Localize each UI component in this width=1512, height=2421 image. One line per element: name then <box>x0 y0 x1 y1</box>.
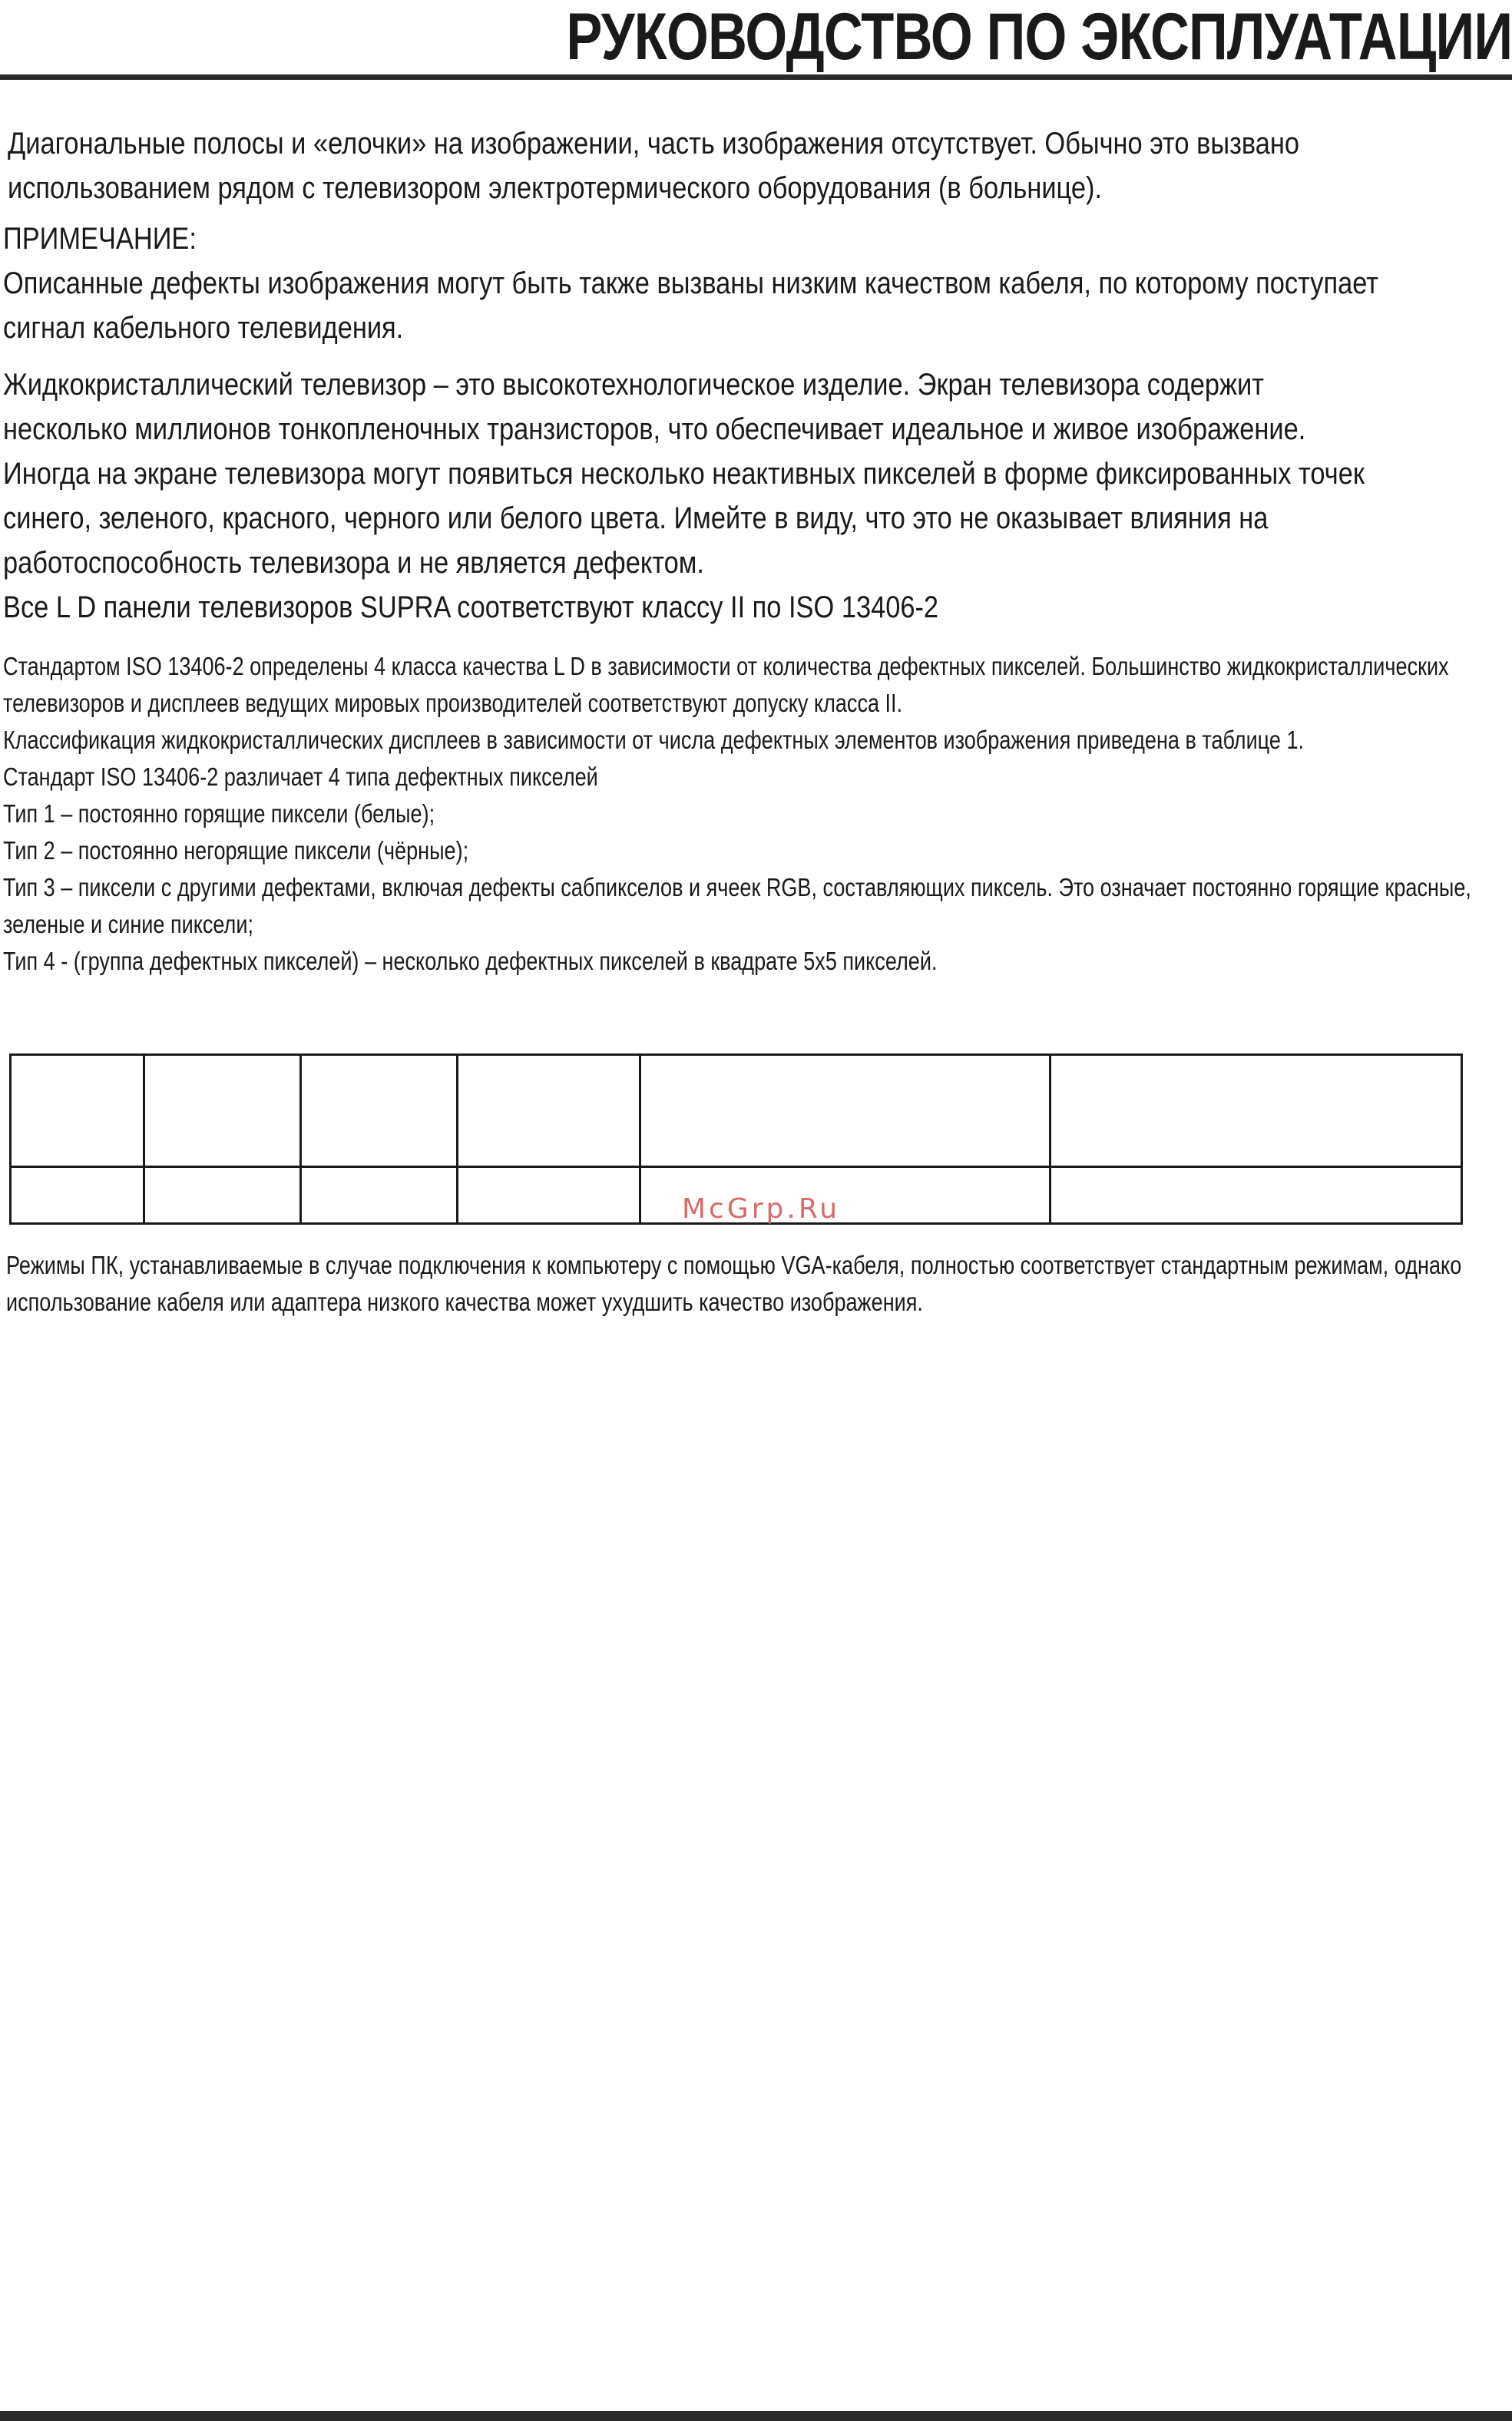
table-cell <box>1050 1167 1462 1224</box>
note-heading: ПРИМЕЧАНИЕ: <box>3 222 197 256</box>
text-line: Жидкокристаллический телевизор – это высокотехнологическое изделие. Экран телевизора содержит <box>3 368 1264 402</box>
footer-divider <box>0 2411 1512 2421</box>
text-line: Иногда на экране телевизора могут появиться несколько неактивных пикселей в форме фиксированных точек <box>3 457 1365 491</box>
watermark-text: McGrp.Ru <box>682 1193 841 1225</box>
table-cell <box>11 1167 144 1224</box>
text-line: Стандартом ISO 13406-2 определены 4 класса качества L D в зависимости от количества дефектных пикселей. Большинство жидкокристаллических <box>3 652 1449 680</box>
table-cell <box>144 1167 301 1224</box>
table-cell <box>144 1055 301 1167</box>
table-cell <box>1050 1055 1462 1167</box>
text-line: Все L D панели телевизоров SUPRA соответствуют классу II по ISO 13406-2 <box>3 590 939 624</box>
table-cell <box>301 1055 458 1167</box>
text-line: телевизоров и дисплеев ведущих мировых производителей соответствуют допуску класса II. <box>3 689 903 717</box>
text-line: несколько миллионов тонкопленочных транзисторов, что обеспечивает идеальное и живое изображение. <box>3 412 1306 446</box>
text-line: Режимы ПК, устанавливаемые в случае подключения к компьютеру с помощью VGA-кабеля, полностью соответствует стандартным режимам, однако <box>6 1251 1462 1279</box>
list-item: Тип 4 - (группа дефектных пикселей) – несколько дефектных пикселей в квадрате 5x5 пикселей. <box>3 947 938 975</box>
list-item: зеленые и синие пиксели; <box>3 910 253 938</box>
text-line: синего, зеленого, красного, черного или белого цвета. Имейте в виду, что это не оказывает влияния на <box>3 501 1269 535</box>
text-line: использование кабеля или адаптера низкого качества может ухудшить качество изображения. <box>6 1288 923 1316</box>
text-line: сигнал кабельного телевидения. <box>3 311 404 345</box>
text-line: Стандарт ISO 13406-2 различает 4 типа дефектных пикселей <box>3 762 598 791</box>
list-item: Тип 3 – пиксели с другими дефектами, включая дефекты сабпикселов и ячеек RGB, составляющих пиксель. Это означает постоянно горящие красные, <box>3 873 1471 901</box>
text-line: Диагональные полосы и «елочки» на изображении, часть изображения отсутствует. Обычно это вызвано <box>8 127 1300 160</box>
page-title: РУКОВОДСТВО ПО ЭКСПЛУАТАЦИИ <box>566 0 1512 74</box>
table-cell <box>11 1055 144 1167</box>
list-item: Тип 2 – постоянно негорящие пиксели (чёрные); <box>3 836 469 865</box>
text-line: работоспособность телевизора и не является дефектом. <box>3 546 704 580</box>
text-line: использованием рядом с телевизором электротермического оборудования (в больнице). <box>8 171 1103 205</box>
table-cell <box>301 1167 458 1224</box>
table-cell <box>458 1055 640 1167</box>
table-cell <box>640 1055 1050 1167</box>
text-line: Описанные дефекты изображения могут быть также вызваны низким качеством кабеля, по которому поступает <box>3 266 1378 300</box>
header-divider <box>0 74 1512 80</box>
table-row <box>11 1055 1462 1167</box>
text-line: Классификация жидкокристаллических дисплеев в зависимости от числа дефектных элементов изображения приведена в таблице 1. <box>3 726 1305 754</box>
list-item: Тип 1 – постоянно горящие пиксели (белые); <box>3 799 435 828</box>
table-cell <box>458 1167 640 1224</box>
